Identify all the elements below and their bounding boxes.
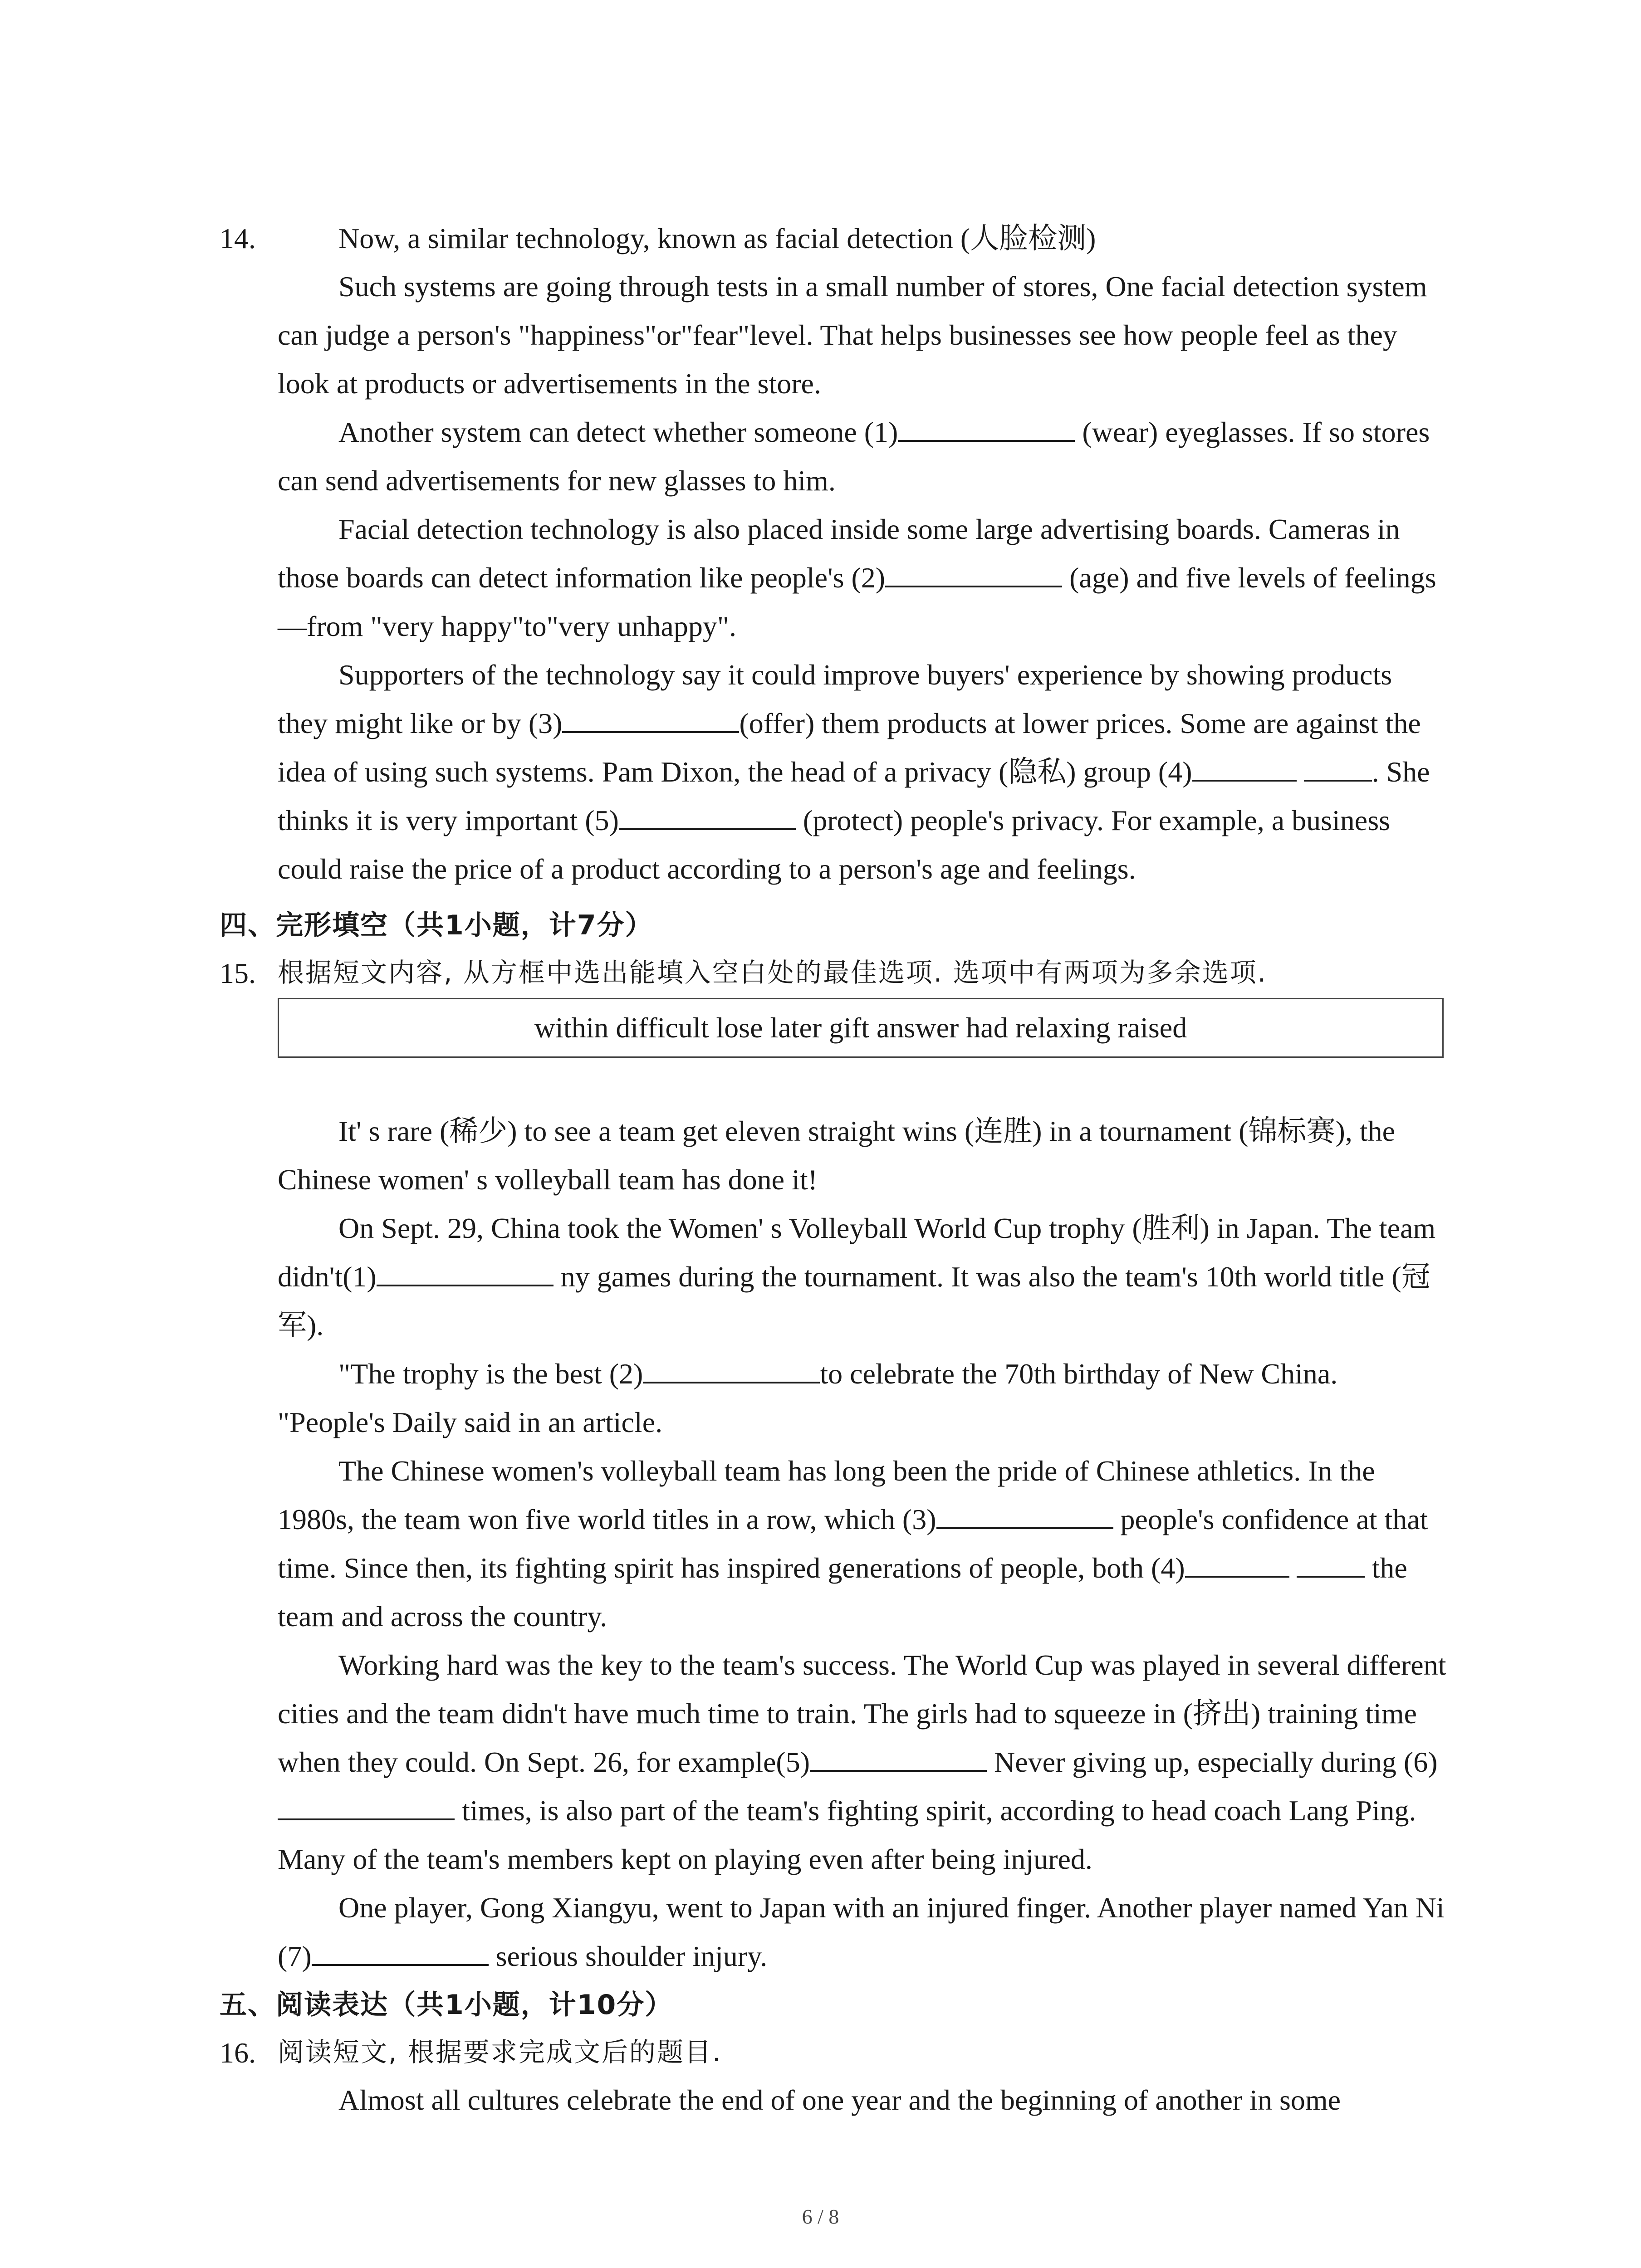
paragraph: It' s rare (稀少) to see a team get eleven straight wins (连胜) in a tournament (锦标赛), the Chinese women' s volleyball team has done it!: [278, 1115, 1396, 1196]
answer-blank[interactable]: [312, 1936, 489, 1966]
paragraph: On Sept. 29, China took the Women' s Volleyball World Cup trophy (胜利) in Japan. The team didn't(1) ny games during the tournament. It was also the team's 10th world title (冠军).: [278, 1212, 1436, 1341]
section-title: 五、阅读表达（共1小题，计10分）: [220, 1989, 673, 2021]
paragraph: Almost all cultures celebrate the end of one year and the beginning of another in some: [338, 2084, 1341, 2116]
answer-blank[interactable]: [619, 800, 796, 830]
paragraph: Working hard was the key to the team's success. The World Cup was played in several different cities and the team didn't have much time to train. The girls had to squeeze in (挤出) training time when they could. On Sept. 26, for example(5) Never giving up, especially during (6) times, is also part of the team's fighting spirit, according to head coach Lang Ping. Many of the team's members kept on playing even after being injured.: [278, 1649, 1446, 1875]
answer-blank[interactable]: [898, 412, 1075, 442]
answer-blank[interactable]: [1192, 752, 1297, 782]
answer-blank[interactable]: [885, 557, 1062, 587]
question-number: 14.: [220, 222, 256, 254]
question-number: 15.: [220, 957, 256, 989]
q15-passage: [278, 1107, 1448, 1980]
answer-blank[interactable]: [1185, 1548, 1289, 1578]
paragraph: Another system can detect whether someone (1) (wear) eyeglasses. If so stores can send advertisements for new glasses to him.: [278, 408, 1448, 505]
answer-blank[interactable]: [377, 1256, 554, 1286]
paragraph: Such systems are going through tests in a small number of stores, One facial detection system can judge a person's "happiness"or"fear"level. That helps businesses see how people feel as they look at products or advertisements in the store.: [278, 270, 1427, 400]
question-instruction: 根据短文内容, 从方框中选出能填入空白处的最佳选项. 选项中有两项为多余选项.: [278, 957, 1268, 988]
question-instruction: 阅读短文, 根据要求完成文后的题目.: [278, 2037, 722, 2068]
paragraph: One player, Gong Xiangyu, went to Japan with an injured finger. Another player named Yan Ni (7) serious shoulder injury.: [278, 1892, 1445, 1972]
answer-blank[interactable]: [810, 1742, 987, 1772]
paragraph: Facial detection technology is also placed inside some large advertising boards. Cameras in those boards can detect information like people's (2) (age) and five levels of feelings—from "very happy"to"very unhappy".: [278, 513, 1436, 642]
answer-blank[interactable]: [1304, 752, 1372, 782]
question-heading: Now, a similar technology, known as facial detection (人脸检测): [338, 222, 1096, 254]
paragraph: "The trophy is the best (2) to celebrate the 70th birthday of New China. "People's Daily said in an article.: [278, 1349, 1448, 1447]
q16-passage: [278, 2076, 1448, 2124]
q14-passage: [278, 262, 1448, 893]
word-box: within difficult lose later gift answer had relaxing raised: [278, 998, 1444, 1058]
section-title: 四、完形填空（共1小题，计7分）: [220, 909, 653, 941]
paragraph: The Chinese women's volleyball team has long been the pride of Chinese athletics. In the 1980s, the team won five world titles in a row, which (3) people's confidence at that time. Since then, its fighting spirit has inspired generations of people, both (4) the team and across the country.: [278, 1455, 1428, 1633]
answer-blank[interactable]: [936, 1499, 1113, 1529]
paragraph: Supporters of the technology say it could improve buyers' experience by showing products they might like or by (3) (offer) them products at lower prices. Some are against the idea of using such systems. Pam Dixon, the head of a privacy (隐私) group (4) . She thinks it is very important (5) (protect) people's privacy. For example, a business could raise the price of a product according to a person's age and feelings.: [278, 659, 1430, 885]
answer-blank[interactable]: [1297, 1548, 1365, 1578]
answer-blank[interactable]: [562, 703, 739, 733]
answer-blank[interactable]: [278, 1790, 455, 1820]
page-number: 6 / 8: [802, 2205, 839, 2228]
answer-blank[interactable]: [643, 1354, 820, 1383]
question-number: 16.: [220, 2037, 256, 2069]
